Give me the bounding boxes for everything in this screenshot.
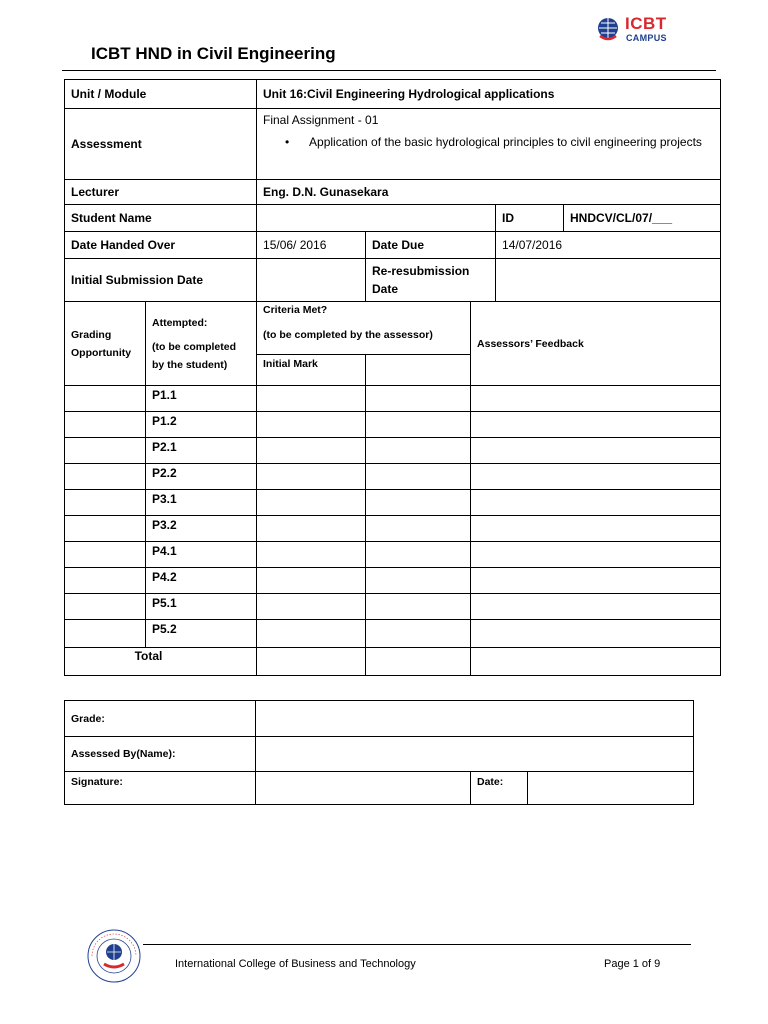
resubmission-label <box>366 259 496 302</box>
table-row <box>65 386 721 412</box>
college-seal-logo <box>86 928 142 984</box>
student-row <box>65 205 721 232</box>
criteria-extra-cell[interactable] <box>366 516 471 542</box>
submission-row <box>65 259 721 302</box>
document-title: ICBT HND in Civil Engineering <box>91 44 336 63</box>
grade-row <box>65 701 694 737</box>
table-row <box>65 464 721 490</box>
signature-field[interactable] <box>256 772 471 805</box>
grading-opportunity-cell[interactable] <box>65 516 146 542</box>
date-label: Date: <box>471 772 528 805</box>
grading-opportunity-cell[interactable] <box>65 464 146 490</box>
attempted-line1: Attempted: <box>152 316 208 329</box>
criteria-extra-cell[interactable] <box>366 542 471 568</box>
seal-icon <box>86 928 142 984</box>
criterion-label: P4.2 <box>146 568 257 594</box>
unit-row <box>65 80 721 109</box>
criterion-label: P4.1 <box>146 542 257 568</box>
attempted-line3: by the student) <box>152 358 228 371</box>
feedback-cell[interactable] <box>471 438 721 464</box>
resubmission-field[interactable] <box>496 259 721 302</box>
logo-sub-text: CAMPUS <box>626 33 667 43</box>
assessed-by-label: Assessed By(Name): <box>65 737 256 772</box>
feedback-cell[interactable] <box>471 542 721 568</box>
initial-mark-cell[interactable] <box>257 568 366 594</box>
due-label: Date Due <box>366 232 496 259</box>
feedback-cell[interactable] <box>471 386 721 412</box>
criterion-label: P5.2 <box>146 620 257 648</box>
attempted-header <box>146 302 257 386</box>
initial-mark-cell[interactable] <box>257 438 366 464</box>
due-value: 14/07/2016 <box>496 232 721 259</box>
grading-header-row-1 <box>65 302 721 355</box>
table-row <box>65 568 721 594</box>
grading-opportunity-cell[interactable] <box>65 490 146 516</box>
lecturer-value: Eng. D.N. Gunasekara <box>257 180 721 205</box>
initial-mark-cell[interactable] <box>257 412 366 438</box>
assessment-bullet-text: Application of the basic hydrological principles to civil engineering projects <box>309 135 702 149</box>
initial-mark-cell[interactable] <box>257 542 366 568</box>
grading-opportunity-header <box>65 302 146 386</box>
table-row <box>65 516 721 542</box>
grading-opportunity-cell[interactable] <box>65 412 146 438</box>
date-field[interactable] <box>528 772 694 805</box>
dates-row <box>65 232 721 259</box>
criteria-extra-cell[interactable] <box>366 620 471 648</box>
criteria-extra-cell[interactable] <box>366 386 471 412</box>
criteria-extra-cell[interactable] <box>366 438 471 464</box>
signature-row <box>65 772 694 805</box>
student-name-label: Student Name <box>65 205 257 232</box>
assessment-row <box>65 109 721 180</box>
grading-opportunity-cell[interactable] <box>65 542 146 568</box>
criteria-extra-cell[interactable] <box>366 568 471 594</box>
feedback-cell[interactable] <box>471 620 721 648</box>
grading-opportunity-cell[interactable] <box>65 438 146 464</box>
grading-opportunity-cell[interactable] <box>65 620 146 648</box>
total-feedback-cell[interactable] <box>471 648 721 676</box>
total-row <box>65 648 721 676</box>
attempted-line2: (to be completed <box>152 340 237 353</box>
bullet-icon: • <box>285 135 290 149</box>
table-row <box>65 620 721 648</box>
table-row <box>65 542 721 568</box>
logo-brand-text: ICBT <box>625 14 667 33</box>
total-label: Total <box>65 648 257 676</box>
criteria-met-line1: Criteria Met? <box>263 304 328 316</box>
footer-institution: International College of Business and Technology <box>175 958 416 970</box>
initial-submission-field[interactable] <box>257 259 366 302</box>
table-row <box>65 594 721 620</box>
feedback-cell[interactable] <box>471 594 721 620</box>
lecturer-label: Lecturer <box>65 180 257 205</box>
handed-over-label: Date Handed Over <box>65 232 257 259</box>
lecturer-row <box>65 180 721 205</box>
initial-mark-cell[interactable] <box>257 490 366 516</box>
grading-opportunity-cell[interactable] <box>65 386 146 412</box>
feedback-cell[interactable] <box>471 412 721 438</box>
grading-opportunity-cell[interactable] <box>65 568 146 594</box>
feedback-cell[interactable] <box>471 490 721 516</box>
globe-emblem-icon <box>596 16 620 42</box>
initial-mark-cell[interactable] <box>257 620 366 648</box>
feedback-cell[interactable] <box>471 516 721 542</box>
resubmission-label-line2: Date <box>372 282 399 296</box>
id-label: ID <box>496 205 564 232</box>
assessed-by-row <box>65 737 694 772</box>
unit-value: Unit 16:Civil Engineering Hydrological applications <box>257 80 721 109</box>
criteria-met-header <box>257 302 471 355</box>
unit-label: Unit / Module <box>65 80 257 109</box>
criteria-sub-empty <box>366 355 471 386</box>
grading-opportunity-cell[interactable] <box>65 594 146 620</box>
criterion-label: P2.2 <box>146 464 257 490</box>
handed-over-value: 15/06/ 2016 <box>257 232 366 259</box>
assessment-value <box>257 109 721 180</box>
id-value[interactable]: HNDCV/CL/07/___ <box>564 205 721 232</box>
total-extra-cell[interactable] <box>366 648 471 676</box>
feedback-cell[interactable] <box>471 464 721 490</box>
grade-label: Grade: <box>65 701 256 737</box>
initial-mark-cell[interactable] <box>257 516 366 542</box>
assessors-feedback-header: Assessors’ Feedback <box>471 302 721 386</box>
initial-mark-cell[interactable] <box>257 594 366 620</box>
icbt-logo <box>596 14 676 48</box>
grade-field[interactable] <box>256 701 694 737</box>
assessed-by-field[interactable] <box>256 737 694 772</box>
grading-opportunity-line2: Opportunity <box>71 346 132 359</box>
assessment-bullet-item <box>263 133 714 151</box>
criteria-extra-cell[interactable] <box>366 594 471 620</box>
criterion-label: P2.1 <box>146 438 257 464</box>
assessment-title: Final Assignment - 01 <box>263 113 379 127</box>
table-row <box>65 412 721 438</box>
initial-mark-cell[interactable] <box>257 386 366 412</box>
table-row <box>65 490 721 516</box>
criterion-label: P5.1 <box>146 594 257 620</box>
grading-opportunity-line1: Grading <box>71 328 112 341</box>
signature-label: Signature: <box>65 772 256 805</box>
footer-divider <box>143 944 691 945</box>
header-divider <box>62 70 716 71</box>
criterion-label: P3.2 <box>146 516 257 542</box>
initial-mark-header: Initial Mark <box>257 355 366 386</box>
initial-mark-cell[interactable] <box>257 464 366 490</box>
assessment-label: Assessment <box>65 109 257 180</box>
criteria-met-line2: (to be completed by the assessor) <box>263 329 433 341</box>
grade-summary-table <box>64 700 694 805</box>
student-name-field[interactable] <box>257 205 496 232</box>
criteria-extra-cell[interactable] <box>366 490 471 516</box>
assessment-cover-table <box>64 79 721 676</box>
criteria-extra-cell[interactable] <box>366 464 471 490</box>
criterion-label: P1.2 <box>146 412 257 438</box>
resubmission-label-line1: Re-resubmission <box>372 264 470 278</box>
footer-page-number: Page 1 of 9 <box>604 958 661 970</box>
criterion-label: P3.1 <box>146 490 257 516</box>
table-row <box>65 438 721 464</box>
initial-submission-label: Initial Submission Date <box>65 259 257 302</box>
feedback-cell[interactable] <box>471 568 721 594</box>
criterion-label: P1.1 <box>146 386 257 412</box>
criteria-extra-cell[interactable] <box>366 412 471 438</box>
total-initial-mark-cell[interactable] <box>257 648 366 676</box>
